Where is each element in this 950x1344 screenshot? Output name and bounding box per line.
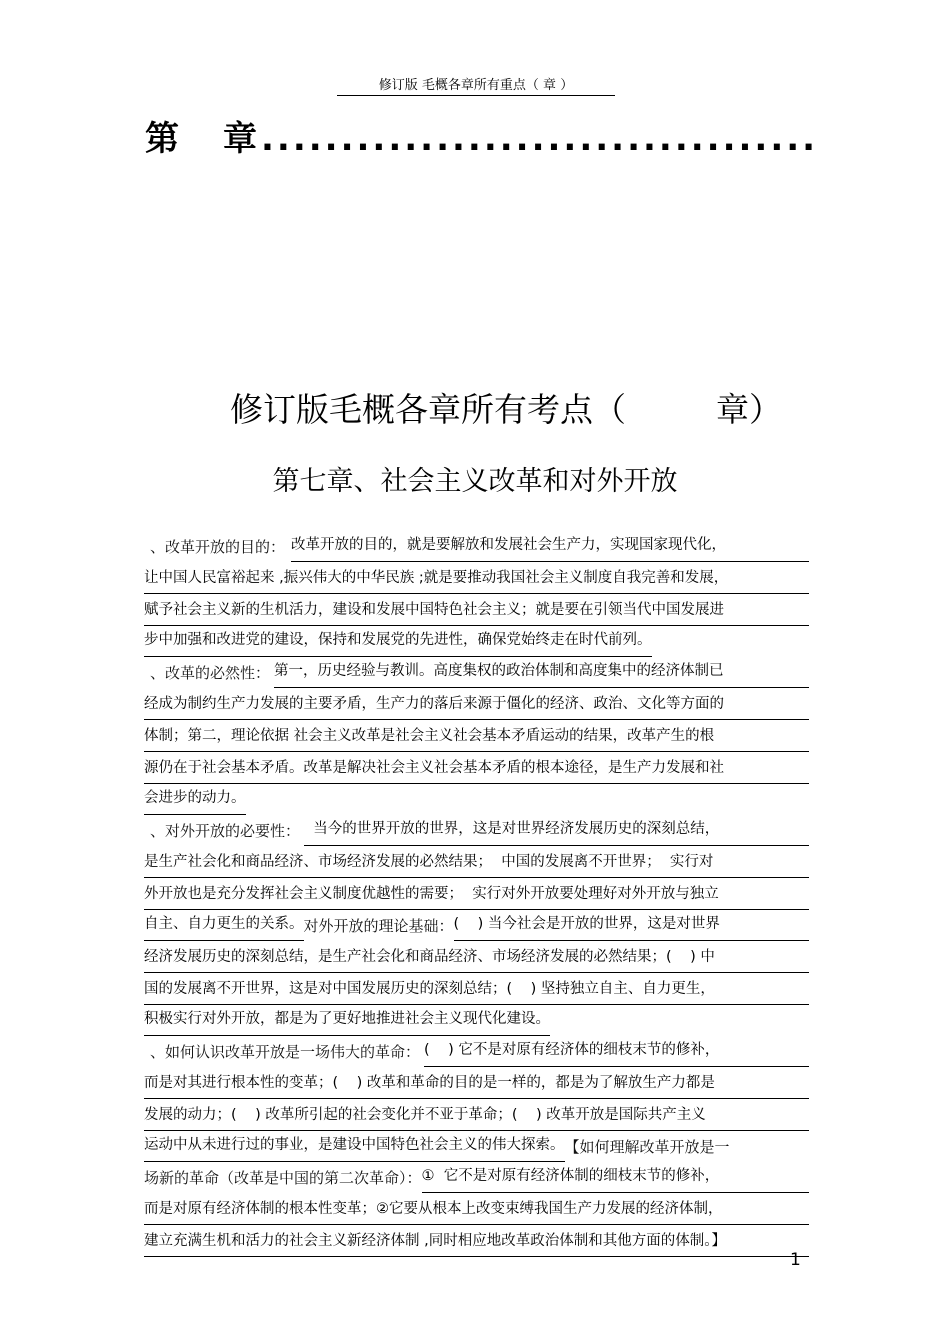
underlined-text: ( ) 它不是对原有经济体的细枝末节的修补， xyxy=(424,1036,809,1067)
chapter-heading-first: 第 xyxy=(145,119,179,159)
page-number: 1 xyxy=(790,1250,801,1270)
chapter-heading-second: 章 xyxy=(223,119,257,159)
underlined-text: 会进步的动力。 xyxy=(144,784,246,815)
underlined-text: 让中国人民富裕起来 ,振兴伟大的中华民族 ;就是要推动我国社会主义制度自我完善和发展， xyxy=(144,570,729,586)
text-line xyxy=(144,1036,809,1067)
section-label: 【如何理解改革开放是一 xyxy=(564,1138,730,1156)
text-line xyxy=(144,1225,809,1257)
underlined-text: 国的发展离不开世界，这是对中国发展历史的深刻总结；( ) 坚持独立自主、自力更生， xyxy=(144,981,715,997)
text-line xyxy=(144,531,809,562)
underlined-text: 源仍在于社会基本矛盾。改革是解决社会主义社会基本矛盾的根本途径，是生产力发展和社 xyxy=(144,760,724,776)
text-line xyxy=(144,562,809,594)
section-label: 、对外开放的必要性： xyxy=(150,822,301,840)
text-line xyxy=(144,1131,809,1162)
text-line xyxy=(144,878,809,910)
text-line xyxy=(144,594,809,626)
underlined-text: 第一，历史经验与教训。高度集权的政治体制和高度集中的经济体制已 xyxy=(274,657,809,688)
text-line xyxy=(144,752,809,784)
underlined-text: 运动中从未进行过的事业，是建设中国特色社会主义的伟大探索。 xyxy=(144,1131,565,1162)
underlined-text: ( ) 当今社会是开放的世界，这是对世界 xyxy=(454,910,809,941)
underlined-text: 步中加强和改进党的建设，保持和发展党的先进性，确保党始终走在时代前列。 xyxy=(144,626,652,657)
document-title-main: 修订版毛概各章所有考点（ xyxy=(230,390,626,429)
underlined-text: 经成为制约生产力发展的主要矛盾，生产力的落后来源于僵化的经济、政治、文化等方面的 xyxy=(144,696,724,712)
text-line xyxy=(144,1162,809,1193)
section-label: 、改革开放的目的： xyxy=(150,538,286,556)
underlined-text: 而是对原有经济体制的根本性变革；②它要从根本上改变束缚我国生产力发展的经济体制， xyxy=(144,1201,723,1217)
text-line xyxy=(144,1005,809,1036)
document-title xyxy=(230,386,810,434)
text-line xyxy=(144,784,809,815)
underlined-text: 是生产社会化和商品经济、市场经济发展的必然结果； 中国的发展离不开世界； 实行对 xyxy=(144,854,714,870)
text-line xyxy=(144,720,809,752)
chapter-heading xyxy=(145,112,818,162)
underlined-text: 发展的动力；( ) 改革所引起的社会变化并不亚于革命；( ) 改革开放是国际共产主义 xyxy=(144,1107,706,1123)
text-line xyxy=(144,815,809,846)
text-line xyxy=(144,910,809,941)
text-line xyxy=(144,1099,809,1131)
underlined-text: 自主、自力更生的关系。 xyxy=(144,910,304,941)
underlined-text: 建立充满生机和活力的社会主义新经济体制 ,同时相应地改革政治体制和其他方面的体制。】 xyxy=(144,1233,726,1249)
underlined-text: 外开放也是充分发挥社会主义制度优越性的需要； 实行对外开放要处理好对外开放与独立 xyxy=(144,886,719,902)
section-label: 、如何认识改革开放是一场伟大的革命： xyxy=(150,1043,421,1061)
underlined-text: 而是对其进行根本性的变革；( ) 改革和革命的目的是一样的，都是为了解放生产力都是 xyxy=(144,1075,715,1091)
text-line xyxy=(144,626,809,657)
underlined-text: 积极实行对外开放，都是为了更好地推进社会主义现代化建设。 xyxy=(144,1005,550,1036)
underlined-text: ① 它不是对原有经济体制的细枝末节的修补， xyxy=(422,1162,809,1193)
text-line xyxy=(144,1193,809,1225)
section-label: 、改革的必然性： xyxy=(150,664,271,682)
section-label: 对外开放的理论基础： xyxy=(303,917,454,935)
section-label: 场新的革命（改革是中国的第二次革命）： xyxy=(144,1169,422,1187)
underlined-text: 体制；第二，理论依据 社会主义改革是社会主义社会基本矛盾运动的结果，改革产生的根 xyxy=(144,728,715,744)
text-line xyxy=(144,657,809,688)
body-text xyxy=(144,531,809,1257)
chapter-title: 第七章、社会主义改革和对外开放 xyxy=(272,466,678,497)
text-line xyxy=(144,846,809,878)
text-line xyxy=(144,1067,809,1099)
underlined-text: 经济发展历史的深刻总结，是生产社会化和商品经济、市场经济发展的必然结果；( ) 中 xyxy=(144,949,715,965)
text-line xyxy=(144,973,809,1005)
running-header: 修订版 毛概各章所有重点（ 章 ） xyxy=(337,78,615,96)
chapter-heading-leader-dots: ................................... xyxy=(261,119,819,159)
underlined-text: 当今的世界开放的世界，这是对世界经济发展历史的深刻总结， xyxy=(304,815,809,846)
document-title-close: 章） xyxy=(716,390,782,429)
text-line xyxy=(144,688,809,720)
underlined-text: 赋予社会主义新的生机活力，建设和发展中国特色社会主义；就是要在引领当代中国发展进 xyxy=(144,602,724,618)
underlined-text: 改革开放的目的，就是要解放和发展社会生产力，实现国家现代化， xyxy=(291,531,809,562)
text-line xyxy=(144,941,809,973)
